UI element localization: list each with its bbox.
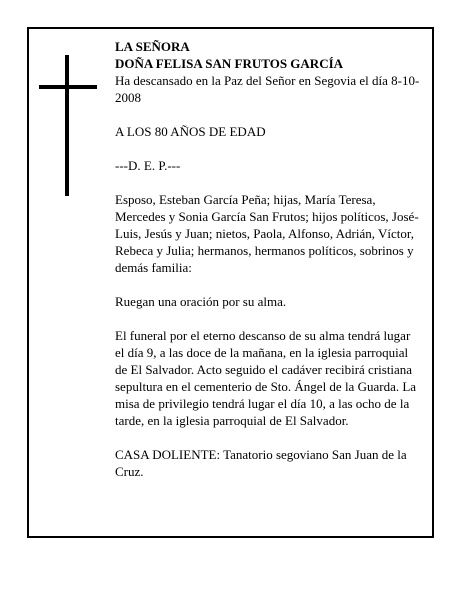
title-line-1: LA SEÑORA [115,39,190,54]
rip-statement: ---D. E. P.--- [115,158,181,173]
family-paragraph: Esposo, Esteban García Peña; hijas, María Teresa, Mercedes y Sonia García San Frutos; hijos políticos, José-Luis, Jesús y Juan; nietos, Paola, Alfonso, Adrián, Víctor, Rebeca y Julia; hermanos, hermanos políticos, sobrinos y demás familia: [115,192,419,275]
cross-horizontal-bar [39,85,97,89]
cross-vertical-bar [65,55,69,196]
casa-doliente: CASA DOLIENTE: Tanatorio segoviano San Juan de la Cruz. [115,447,407,479]
funeral-paragraph: El funeral por el eterno descanso de su alma tendrá lugar el día 9, a las doce de la mañana, en la iglesia parroquial de El Salvador. Acto seguido el cadáver recibirá cristiana sepultura en el cementerio de Sto. Ángel de la Guarda. La misa de privilegio tendrá lugar el día 10, a las ocho de la tarde, en la iglesia parroquial de El Salvador. [115,328,417,428]
prayer-request: Ruegan una oración por su alma. [115,294,287,309]
title-line-2: DOÑA FELISA SAN FRUTOS GARCÍA [115,56,344,71]
rested-statement: Ha descansado en la Paz del Señor en Segovia el día 8-10-2008 [115,73,420,105]
obituary-content [115,38,422,497]
age-statement: A LOS 80 AÑOS DE EDAD [115,124,266,139]
